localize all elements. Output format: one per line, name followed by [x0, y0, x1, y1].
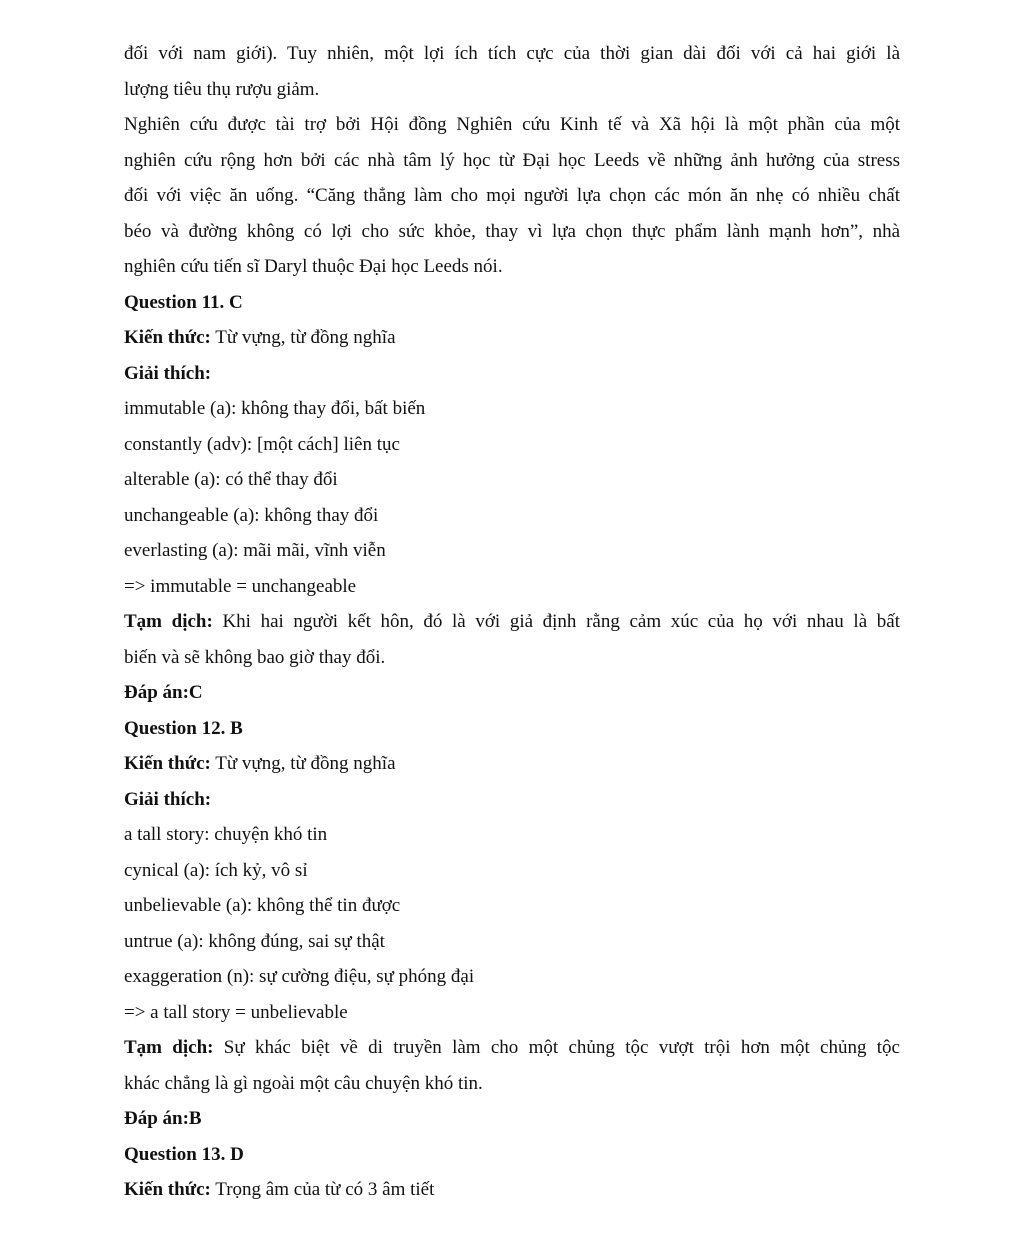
- question-11-knowledge: Kiến thức: Từ vựng, từ đồng nghĩa: [124, 327, 396, 348]
- question-11-translation-line-1: Tạm dịch: Khi hai người kết hôn, đó là với giả định rằng cảm xúc của họ với nhau là bất: [124, 611, 900, 632]
- document-page: [124, 36, 900, 1208]
- intro-paragraph-1-line-1: đối với nam giới). Tuy nhiên, một lợi ích tích cực của thời gian dài đối với cả hai giới là: [124, 43, 900, 64]
- question-12-item: a tall story: chuyện khó tin: [124, 824, 328, 845]
- intro-paragraph-2-line-1: Nghiên cứu được tài trợ bởi Hội đồng Nghiên cứu Kinh tế và Xã hội là một phần của một: [124, 114, 900, 135]
- question-11-item: => immutable = unchangeable: [124, 575, 357, 597]
- question-12-heading: Question 12. B: [124, 717, 243, 739]
- question-12-answer: Đáp án:B: [124, 1108, 202, 1129]
- intro-paragraph-2-line-4: béo và đường không có lợi cho sức khỏe, thay vì lựa chọn thực phẩm lành mạnh hơn”, nhà: [124, 220, 900, 242]
- question-11-explanation-label: Giải thích:: [124, 362, 212, 384]
- intro-paragraph-2-line-2: nghiên cứu rộng hơn bởi các nhà tâm lý học từ Đại học Leeds về những ảnh hưởng của stress: [124, 149, 900, 171]
- question-12-explanation-label: Giải thích:: [124, 788, 212, 810]
- question-12-item: => a tall story = unbelievable: [124, 1001, 348, 1023]
- intro-paragraph-2-line-5: nghiên cứu tiến sĩ Daryl thuộc Đại học Leeds nói.: [124, 256, 503, 277]
- question-12-translation-line-2: khác chẳng là gì ngoài một câu chuyện khó tin.: [124, 1072, 483, 1094]
- question-11-item: alterable (a): có thể thay đổi: [124, 469, 338, 490]
- question-11-item: unchangeable (a): không thay đổi: [124, 504, 379, 526]
- question-11-heading: Question 11. C: [124, 291, 243, 313]
- intro-paragraph-2-line-3: đối với việc ăn uống. “Căng thẳng làm cho mọi người lựa chọn các món ăn nhẹ có nhiều chất: [124, 185, 900, 206]
- question-12-item: untrue (a): không đúng, sai sự thật: [124, 930, 385, 952]
- question-12-item: exaggeration (n): sự cường điệu, sự phóng đại: [124, 966, 475, 987]
- question-12-knowledge: Kiến thức: Từ vựng, từ đồng nghĩa: [124, 753, 396, 774]
- question-13-heading: Question 13. D: [124, 1143, 244, 1165]
- question-11-item: constantly (adv): [một cách] liên tục: [124, 433, 400, 455]
- question-13-knowledge: Kiến thức: Trọng âm của từ có 3 âm tiết: [124, 1179, 435, 1200]
- question-12-item: cynical (a): ích kỷ, vô sỉ: [124, 859, 308, 881]
- question-12-item: unbelievable (a): không thể tin được: [124, 895, 401, 916]
- question-12-translation-line-1: Tạm dịch: Sự khác biệt về di truyền làm cho một chủng tộc vượt trội hơn một chủng tộc: [124, 1037, 900, 1058]
- question-11-translation-line-2: biến và sẽ không bao giờ thay đổi.: [124, 646, 386, 668]
- question-11-item: immutable (a): không thay đổi, bất biến: [124, 398, 426, 419]
- intro-paragraph-1-line-2: lượng tiêu thụ rượu giảm.: [124, 78, 320, 100]
- question-11-item: everlasting (a): mãi mãi, vĩnh viễn: [124, 540, 386, 561]
- question-11-answer: Đáp án:C: [124, 682, 203, 703]
